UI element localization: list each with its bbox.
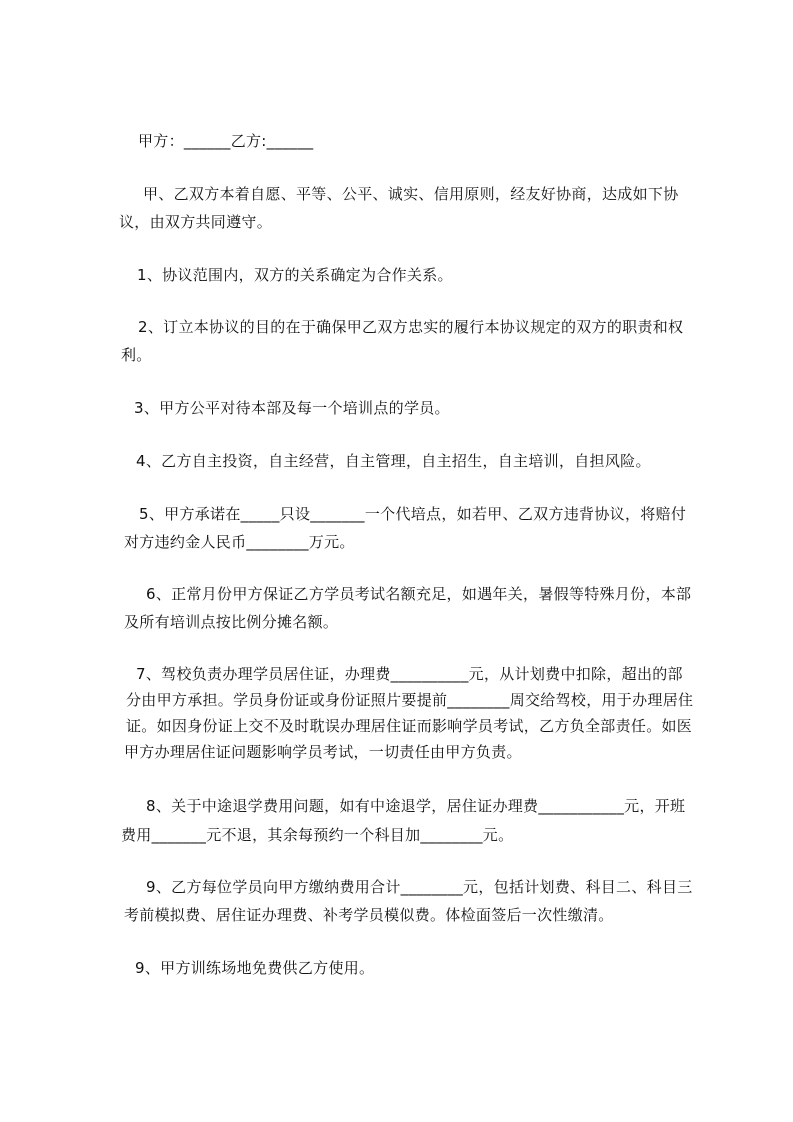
preamble-line-2: 议，由双方共同遵守。 [119,213,273,231]
clause-1-line-1: 1、协议范围内，双方的关系确定为合作关系。 [137,266,453,284]
clause-9-line-1: 9、乙方每位学员向甲方缴纳费用合计________元，包括计划费、科目二、科目三 [146,878,693,896]
clause-6-line-2: 及所有培训点按比例分摊名额。 [124,613,339,631]
clause-6-line-1: 6、正常月份甲方保证乙方学员考试名额充足，如遇年关，暑假等特殊月份，本部 [146,585,692,603]
clause-5-line-2: 对方违约金人民币________万元。 [124,533,355,551]
clause-8-line-2: 费用_______元不退，其余每预约一个科目加________元。 [121,826,514,844]
clause-3-line-1: 3、甲方公平对待本部及每一个培训点的学员。 [134,399,450,417]
clause-7-line-2: 分由甲方承担。学员身份证或身份证照片要提前________周交给驾校，用于办理居住 [126,691,694,709]
clause-7-line-4: 甲方办理居住证问题影响学员考试，一切责任由甲方负责。 [124,743,522,761]
clause-4-line-1: 4、乙方自主投资，自主经营，自主管理，自主招生，自主培训，自担风险。 [136,452,651,470]
clause-2-line-2: 利。 [121,346,152,364]
clause-7-line-3: 证。如因身份证上交不及时耽误办理居住证而影响学员考试，乙方负全部责任。如医 [126,717,693,735]
clause-7-line-1: 7、驾校负责办理学员居住证，办理费__________元，从计划费中扣除，超出的部 [136,665,683,683]
clause-9b-line-1: 9、甲方训练场地免费供乙方使用。 [135,959,375,977]
clause-5-line-1: 5、甲方承诺在_____只设_______一个代培点，如若甲、乙双方违背协议，将赔付 [139,505,687,523]
clause-9-line-2: 考前模拟费、居住证办理费、补考学员模似费。体检面签后一次性缴清。 [124,906,614,924]
party-header-line: 甲方：______乙方:______ [138,132,314,150]
clause-2-line-1: 2、订立本协议的目的在于确保甲乙双方忠实的履行本协议规定的双方的职责和权 [138,318,684,336]
clause-8-line-1: 8、关于中途退学费用问题，如有中途退学，居住证办理费___________元，开班 [146,797,686,815]
preamble-line-1: 甲、乙双方本着自愿、平等、公平、诚实、信用原则，经友好协商，达成如下协 [143,185,679,203]
